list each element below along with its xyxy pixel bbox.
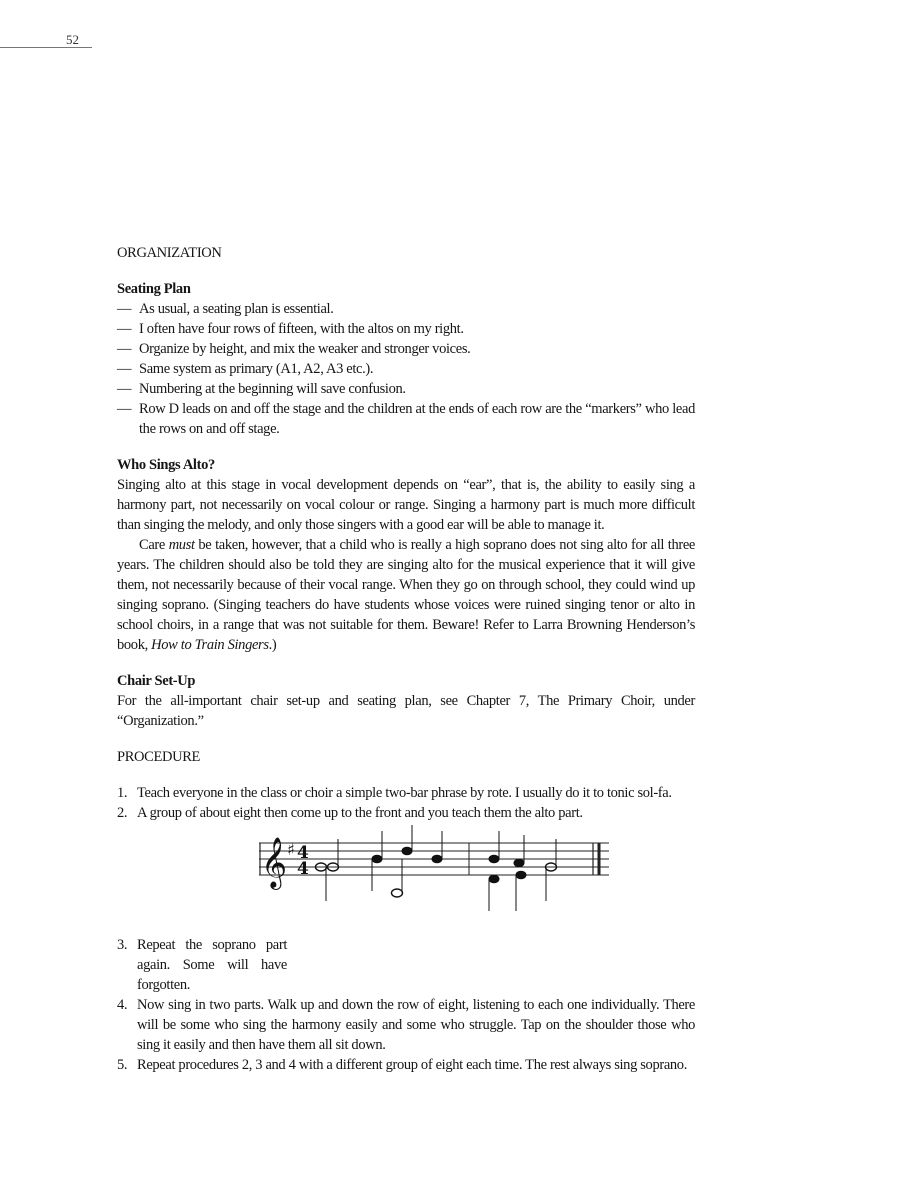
book-title: How to Train Singers bbox=[151, 637, 269, 653]
music-example bbox=[117, 825, 695, 933]
procedure-step: 1. Teach everyone in the class or choir a simple two-bar phrase by rote. I usually do it to tonic sol-fa. bbox=[117, 785, 672, 801]
procedure-step: 3. Repeat the soprano part again. Some will have forgotten. bbox=[117, 937, 287, 993]
dash-mark: — bbox=[117, 401, 132, 417]
note-head bbox=[372, 855, 382, 863]
page-content bbox=[117, 243, 695, 1075]
time-signature-top: 4 bbox=[297, 843, 309, 863]
header-rule bbox=[0, 47, 92, 48]
list-item: — Numbering at the beginning will save confusion. bbox=[117, 381, 406, 397]
note-head bbox=[489, 855, 499, 863]
chair-setup-title: Chair Set-Up bbox=[117, 673, 196, 689]
alto-paragraph-2: Care must be taken, however, that a child who is really a high soprano does not sing alto for all three years. The children should also be told they are singing alto for the musical experience that it will give them, not necessarily because of their vocal range. When they go on through school, they could wind up singing soprano. (Singing teachers do have students whose voices were ruined singing tenor or alto in school choirs, in a range that was not suitable for them. Beware! Refer to Larra Browning Henderson’s book, How to Train Singers.) bbox=[117, 537, 695, 653]
seating-plan-title: Seating Plan bbox=[117, 281, 191, 297]
alto-paragraph-1: Singing alto at this stage in vocal development depends on “ear”, that is, the ability to easily sing a harmony part, not necessarily on vocal colour or range. Singing a harmony part is much more difficult than singing the melody, and only those singers with a good ear will be able to manage it. bbox=[117, 477, 695, 533]
list-item: — I often have four rows of fifteen, with the altos on my right. bbox=[117, 321, 464, 337]
list-item: — Organize by height, and mix the weaker and stronger voices. bbox=[117, 341, 471, 357]
seating-plan-list bbox=[117, 299, 695, 439]
organization-heading: ORGANIZATION bbox=[117, 245, 222, 261]
note-head bbox=[402, 847, 412, 855]
procedure-step: 4. Now sing in two parts. Walk up and down the row of eight, listening to each one individually. There will be some who sing the harmony easily and some who struggle. Tap on the shoulder those who sing it easily and then have them all sit down. bbox=[117, 997, 695, 1053]
procedure-step: 5. Repeat procedures 2, 3 and 4 with a different group of eight each time. The rest always sing soprano. bbox=[117, 1057, 687, 1073]
page-number: 52 bbox=[66, 32, 79, 47]
list-item: — As usual, a seating plan is essential. bbox=[117, 301, 334, 317]
note-head bbox=[392, 889, 403, 897]
who-sings-alto-title: Who Sings Alto? bbox=[117, 457, 215, 473]
procedure-step: 2. A group of about eight then come up to the front and you teach them the alto part. bbox=[117, 805, 583, 821]
musical-staff bbox=[259, 825, 611, 933]
list-item: — Row D leads on and off the stage and the children at the ends of each row are the “markers” who lead the rows on and off stage. bbox=[117, 401, 695, 437]
dash-mark: — bbox=[117, 361, 132, 377]
emphasis: must bbox=[168, 537, 195, 553]
list-item: — Same system as primary (A1, A2, A3 etc.). bbox=[117, 361, 374, 377]
dash-mark: — bbox=[117, 381, 132, 397]
time-signature-bottom: 4 bbox=[297, 859, 309, 879]
procedure-heading: PROCEDURE bbox=[117, 749, 201, 765]
note-head bbox=[489, 875, 499, 883]
note-head bbox=[432, 855, 442, 863]
dash-mark: — bbox=[117, 301, 132, 317]
procedure-list bbox=[117, 783, 695, 823]
notes bbox=[316, 825, 557, 911]
sharp-icon: ♯ bbox=[287, 840, 295, 859]
note-head bbox=[514, 859, 524, 867]
chair-setup-text: For the all-important chair set-up and seating plan, see Chapter 7, The Primary Choir, under “Organization.” bbox=[117, 693, 695, 729]
dash-mark: — bbox=[117, 341, 132, 357]
treble-clef-icon: 𝄞 bbox=[261, 837, 287, 888]
procedure-list-continued bbox=[117, 935, 695, 1075]
dash-mark: — bbox=[117, 321, 132, 337]
note-head bbox=[516, 871, 526, 879]
